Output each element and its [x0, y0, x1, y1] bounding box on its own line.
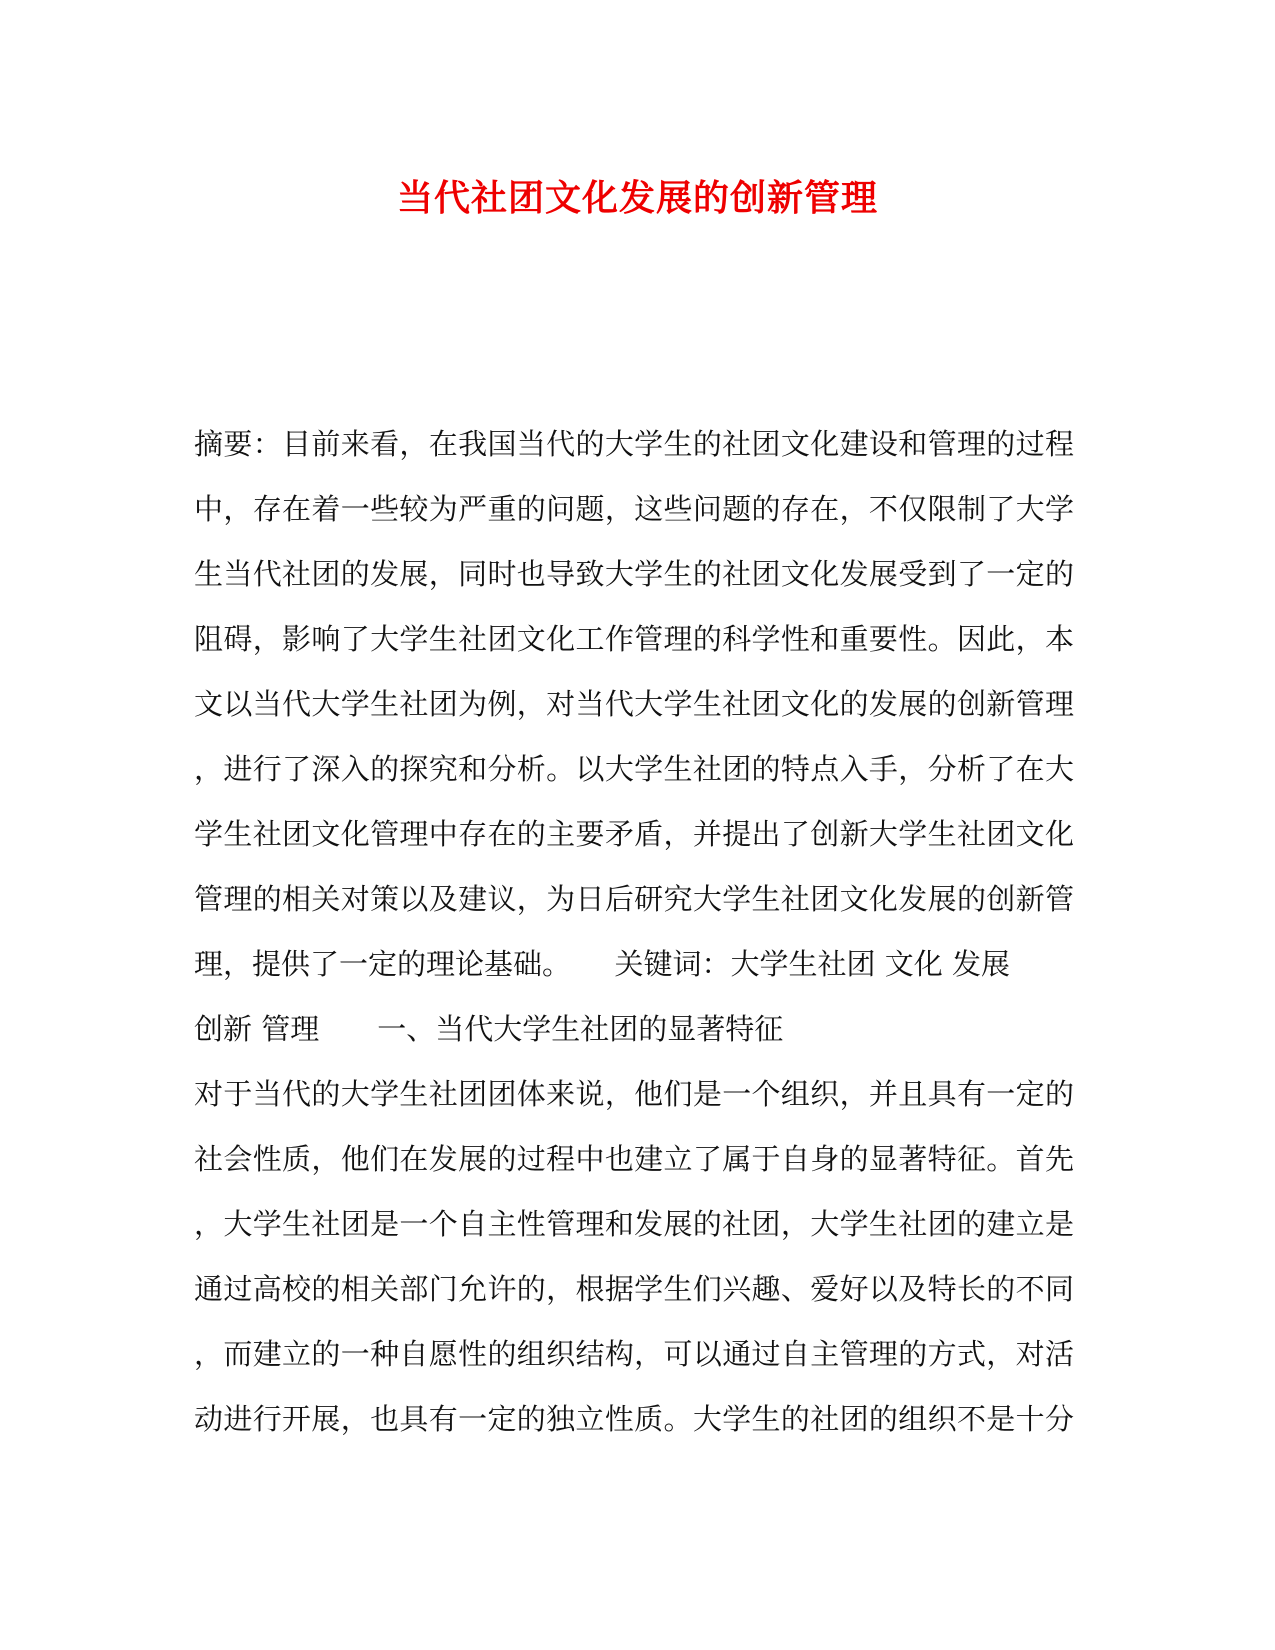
paragraph-line: 阻碍，影响了大学生社团文化工作管理的科学性和重要性。因此，本 — [194, 622, 1074, 656]
paragraph-line: 创新 管理 一、当代大学生社团的显著特征 — [194, 1012, 784, 1046]
paragraph-line: ，大学生社团是一个自主性管理和发展的社团，大学生社团的建立是 — [194, 1207, 1074, 1241]
paragraph-line: 生当代社团的发展，同时也导致大学生的社团文化发展受到了一定的 — [194, 557, 1074, 591]
paragraph-line: 摘要：目前来看，在我国当代的大学生的社团文化建设和管理的过程 — [194, 427, 1074, 461]
paragraph-line: 动进行开展，也具有一定的独立性质。大学生的社团的组织不是十分 — [194, 1402, 1074, 1436]
paragraph-line: 管理的相关对策以及建议，为日后研究大学生社团文化发展的创新管 — [194, 882, 1074, 916]
document-body — [194, 412, 1074, 1452]
paragraph-line: ，进行了深入的探究和分析。以大学生社团的特点入手，分析了在大 — [194, 752, 1074, 786]
paragraph-line: 学生社团文化管理中存在的主要矛盾，并提出了创新大学生社团文化 — [194, 817, 1074, 851]
paragraph-line: 社会性质，他们在发展的过程中也建立了属于自身的显著特征。首先 — [194, 1142, 1074, 1176]
document-title: 当代社团文化发展的创新管理 — [396, 177, 878, 219]
paragraph-line: 理，提供了一定的理论基础。 关键词：大学生社团 文化 发展 — [194, 947, 1010, 981]
paragraph-line: ，而建立的一种自愿性的组织结构，可以通过自主管理的方式，对活 — [194, 1337, 1074, 1371]
paragraph-line: 中，存在着一些较为严重的问题，这些问题的存在，不仅限制了大学 — [194, 492, 1074, 526]
paragraph-line: 通过高校的相关部门允许的，根据学生们兴趣、爱好以及特长的不同 — [194, 1272, 1074, 1306]
paragraph-line: 对于当代的大学生社团团体来说，他们是一个组织，并且具有一定的 — [194, 1077, 1074, 1111]
paragraph-line: 文以当代大学生社团为例，对当代大学生社团文化的发展的创新管理 — [194, 687, 1074, 721]
